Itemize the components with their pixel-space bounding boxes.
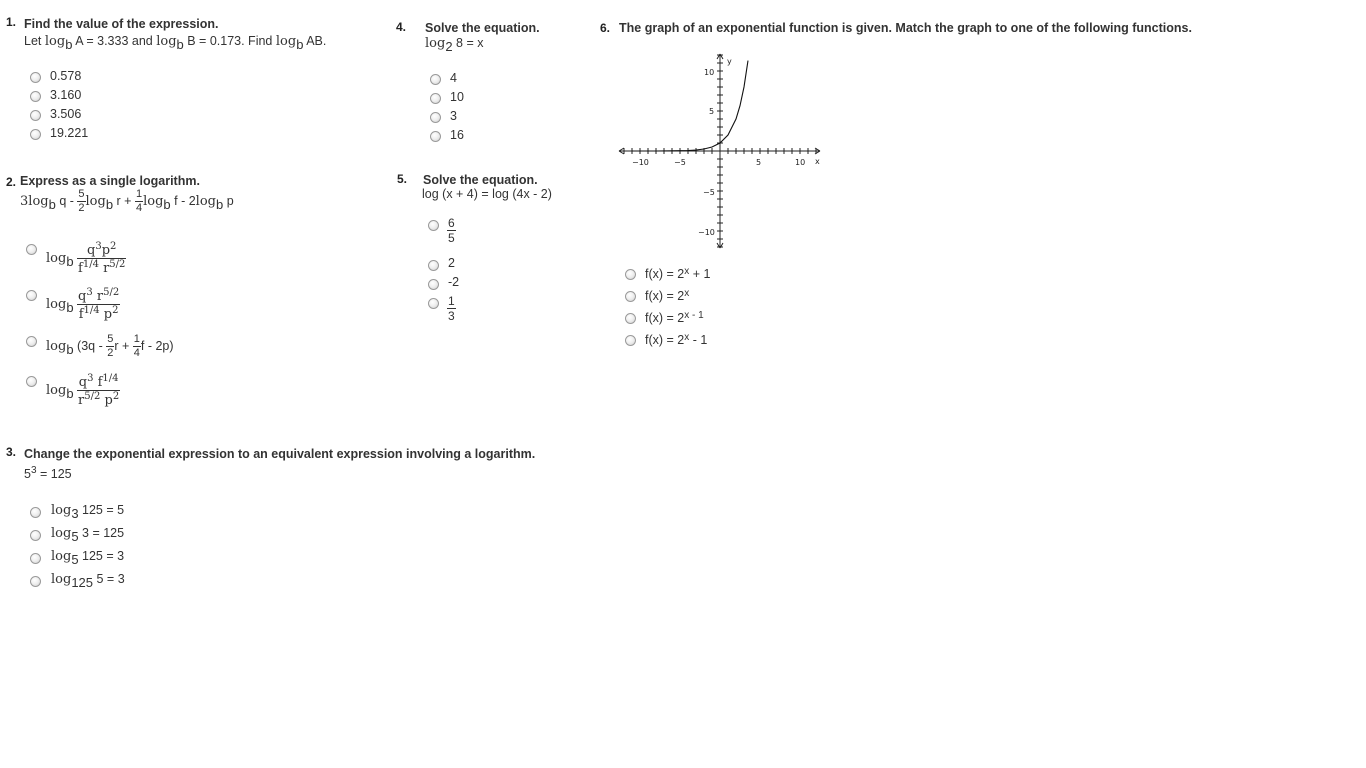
answer-radio[interactable] <box>30 530 41 541</box>
answer-radio[interactable] <box>428 279 439 290</box>
log-base: b <box>66 253 74 269</box>
answer-radio[interactable] <box>625 269 636 280</box>
answer-option: 19.221 <box>50 126 89 140</box>
exponent: 2 <box>112 391 120 402</box>
var: p <box>103 307 113 322</box>
answer-radio[interactable] <box>428 260 439 271</box>
denominator <box>77 390 120 407</box>
answer-radio[interactable] <box>30 576 41 587</box>
function-text: f(x) = 2 <box>645 289 685 303</box>
x-tick-label: −5 <box>674 158 686 167</box>
var: f <box>78 307 84 322</box>
answer-option: -2 <box>448 275 460 289</box>
answer-option <box>51 503 125 521</box>
exponent: 5/2 <box>84 391 101 402</box>
answer-radio[interactable] <box>625 335 636 346</box>
log-symbol: log <box>156 34 177 49</box>
log-symbol: log <box>46 250 67 266</box>
var: q <box>87 243 96 258</box>
answer-option <box>51 572 125 590</box>
log-symbol: log <box>275 34 297 49</box>
denominator <box>77 304 120 321</box>
question-expression <box>20 189 234 214</box>
answer-radio[interactable] <box>625 291 636 302</box>
question-number: 4. <box>396 20 407 34</box>
answer-option: 2 <box>448 256 455 270</box>
expression-text: (3q - <box>77 338 103 353</box>
y-tick-label: 10 <box>704 68 715 77</box>
exponential-graph <box>615 50 825 255</box>
log-symbol: log <box>46 296 67 312</box>
fraction <box>77 288 120 321</box>
log-base: b <box>105 196 114 212</box>
fraction <box>77 374 120 407</box>
denominator: 5 <box>448 231 455 245</box>
log-symbol: log <box>51 503 72 518</box>
log-base: b <box>176 37 184 52</box>
denominator: 2 <box>78 202 85 214</box>
answer-option <box>46 334 174 359</box>
question-title: The graph of an exponential function is given. Match the graph to one of the following functions. <box>619 21 1192 35</box>
log-symbol: log <box>28 193 49 209</box>
var: p <box>104 393 113 408</box>
exponent: 2 <box>112 305 119 316</box>
function-text: + 1 <box>689 267 711 281</box>
denominator <box>77 258 126 275</box>
answer-radio[interactable] <box>30 91 41 102</box>
answer-radio[interactable] <box>26 290 37 301</box>
function-text: - 1 <box>689 333 708 347</box>
answer-radio[interactable] <box>430 74 441 85</box>
y-tick-label: −5 <box>703 188 715 197</box>
exponent: 2 <box>110 241 117 252</box>
fraction <box>447 217 456 244</box>
var: r <box>96 289 104 304</box>
log-base: b <box>163 196 171 212</box>
question-number: 2. <box>6 175 17 189</box>
answer-option: 4 <box>450 71 457 85</box>
exponent: 3 <box>87 373 94 384</box>
numerator <box>77 242 126 258</box>
answer-option <box>645 310 704 325</box>
answer-option <box>645 332 707 347</box>
numerator: 1 <box>448 294 455 308</box>
y-tick-label: 5 <box>709 107 715 116</box>
expression-text: 5 = 3 <box>96 572 125 586</box>
expression-text: 125 = 3 <box>82 549 125 563</box>
question-number: 6. <box>600 21 611 35</box>
var: r <box>103 261 110 276</box>
denominator: 4 <box>133 347 140 359</box>
fraction <box>135 189 143 214</box>
fraction <box>77 189 85 214</box>
expression-text: 8 = x <box>456 36 484 50</box>
exponent: 5/2 <box>103 287 120 298</box>
expression-text: 5 <box>24 467 31 481</box>
log-base: b <box>65 37 73 52</box>
answer-radio[interactable] <box>30 553 41 564</box>
exponent: 1/4 <box>82 259 99 270</box>
answer-option <box>46 374 120 407</box>
expression-text: 3 = 125 <box>82 526 125 540</box>
log-symbol: log <box>51 572 72 587</box>
answer-radio[interactable] <box>428 298 439 309</box>
log-base: 3 <box>71 506 79 521</box>
y-axis-label: y <box>727 57 732 66</box>
coefficient: 3 <box>20 193 29 209</box>
answer-radio[interactable] <box>625 313 636 324</box>
answer-option <box>51 526 125 544</box>
denominator: 2 <box>107 347 114 359</box>
log-symbol: log <box>51 549 72 564</box>
question-expression <box>24 465 72 481</box>
answer-option: 3 <box>450 109 457 123</box>
prompt-text: Let <box>24 34 42 48</box>
question-title: Solve the equation. <box>425 21 540 35</box>
fraction <box>133 334 141 359</box>
answer-radio[interactable] <box>26 376 37 387</box>
denominator: 3 <box>448 309 455 323</box>
log-symbol: log <box>46 338 67 354</box>
exponent: 3 <box>86 287 93 298</box>
exponent: x <box>684 266 690 277</box>
question-title: Find the value of the expression. <box>24 17 219 31</box>
exponential-curve <box>632 61 748 151</box>
exponent: 3 <box>30 465 37 476</box>
var: q <box>78 375 88 390</box>
expression-text: = 125 <box>40 467 72 481</box>
answer-option: 0.578 <box>50 69 82 83</box>
answer-option <box>645 288 689 303</box>
var: r <box>78 393 85 408</box>
answer-radio[interactable] <box>26 244 37 255</box>
expression-text: q - <box>59 193 74 208</box>
question-title: Change the exponential expression to an equivalent expression involving a logarithm. <box>24 447 536 461</box>
answer-option <box>645 266 710 281</box>
answer-radio[interactable] <box>430 93 441 104</box>
log-base: b <box>215 196 224 212</box>
y-tick-label: −10 <box>698 228 715 237</box>
exponent: x <box>684 288 690 299</box>
answer-option: 3.160 <box>50 88 82 102</box>
log-base: b <box>48 196 56 212</box>
log-base: 5 <box>71 552 79 567</box>
function-text: f(x) = 2 <box>645 311 685 325</box>
log-symbol: log <box>46 382 67 398</box>
log-symbol: log <box>44 34 66 49</box>
answer-option: 10 <box>450 90 464 104</box>
denominator: 4 <box>135 202 143 214</box>
prompt-text: B = 0.173. Find <box>187 34 273 48</box>
numerator <box>77 374 120 390</box>
answer-radio[interactable] <box>30 129 41 140</box>
expression-text: r + <box>114 338 130 353</box>
log-symbol: log <box>195 193 216 209</box>
answer-radio[interactable] <box>428 220 439 231</box>
question-expression: log (x + 4) = log (4x - 2) <box>422 187 552 201</box>
exponent: x - 1 <box>684 310 704 321</box>
x-tick-label: 10 <box>795 158 806 167</box>
numerator <box>77 288 120 304</box>
question-number: 3. <box>6 445 17 459</box>
answer-option <box>447 217 456 244</box>
answer-option <box>51 549 125 567</box>
var: p <box>101 243 111 258</box>
log-base: b <box>296 37 304 52</box>
answer-radio[interactable] <box>30 507 41 518</box>
exponent: 3 <box>95 241 102 252</box>
expression-text: r + <box>116 193 132 208</box>
var: f <box>78 261 83 276</box>
exponent: 5/2 <box>109 259 126 270</box>
x-tick-label: −10 <box>632 158 649 167</box>
prompt-text: AB. <box>306 34 327 48</box>
numerator: 1 <box>133 333 140 345</box>
expression-text: p <box>226 193 234 208</box>
question-prompt <box>24 34 327 52</box>
prompt-text: A = 3.333 and <box>75 34 153 48</box>
numerator: 5 <box>107 333 114 345</box>
var: q <box>78 289 87 304</box>
function-text: f(x) = 2 <box>645 333 685 347</box>
question-title: Solve the equation. <box>423 173 538 187</box>
x-axis-label: x <box>815 157 820 166</box>
exponent: x <box>684 332 690 343</box>
answer-radio[interactable] <box>30 110 41 121</box>
numerator: 1 <box>135 188 143 200</box>
fraction <box>447 295 456 322</box>
var: f <box>97 375 103 390</box>
exponent: 1/4 <box>83 305 100 316</box>
question-title: Express as a single logarithm. <box>20 174 200 188</box>
question-expression <box>425 36 484 54</box>
log-base: 125 <box>71 575 94 590</box>
log-symbol: log <box>143 193 164 209</box>
fraction <box>77 242 126 275</box>
expression-text: f - 2p) <box>140 338 174 353</box>
answer-option <box>447 295 456 322</box>
answer-radio[interactable] <box>430 112 441 123</box>
function-text: f(x) = 2 <box>645 267 685 281</box>
expression-text: 125 = 5 <box>82 503 125 517</box>
numerator: 5 <box>78 188 85 200</box>
numerator: 6 <box>448 216 455 230</box>
log-base: b <box>66 341 74 357</box>
exponent: 1/4 <box>102 373 119 384</box>
answer-option <box>46 242 126 275</box>
question-number: 5. <box>397 172 408 186</box>
log-symbol: log <box>85 193 106 209</box>
x-tick-label: 5 <box>756 158 762 167</box>
log-symbol: log <box>51 526 72 541</box>
question-number: 1. <box>6 15 17 29</box>
answer-option <box>46 288 120 321</box>
expression-text: f - 2 <box>174 193 196 208</box>
answer-radio[interactable] <box>26 336 37 347</box>
log-base: b <box>66 299 74 315</box>
answer-radio[interactable] <box>430 131 441 142</box>
answer-option: 16 <box>450 128 464 142</box>
log-base: b <box>66 385 74 401</box>
answer-radio[interactable] <box>30 72 41 83</box>
log-symbol: log <box>425 36 446 51</box>
answer-option: 3.506 <box>50 107 82 121</box>
log-base: 2 <box>445 39 453 54</box>
log-base: 5 <box>71 529 79 544</box>
